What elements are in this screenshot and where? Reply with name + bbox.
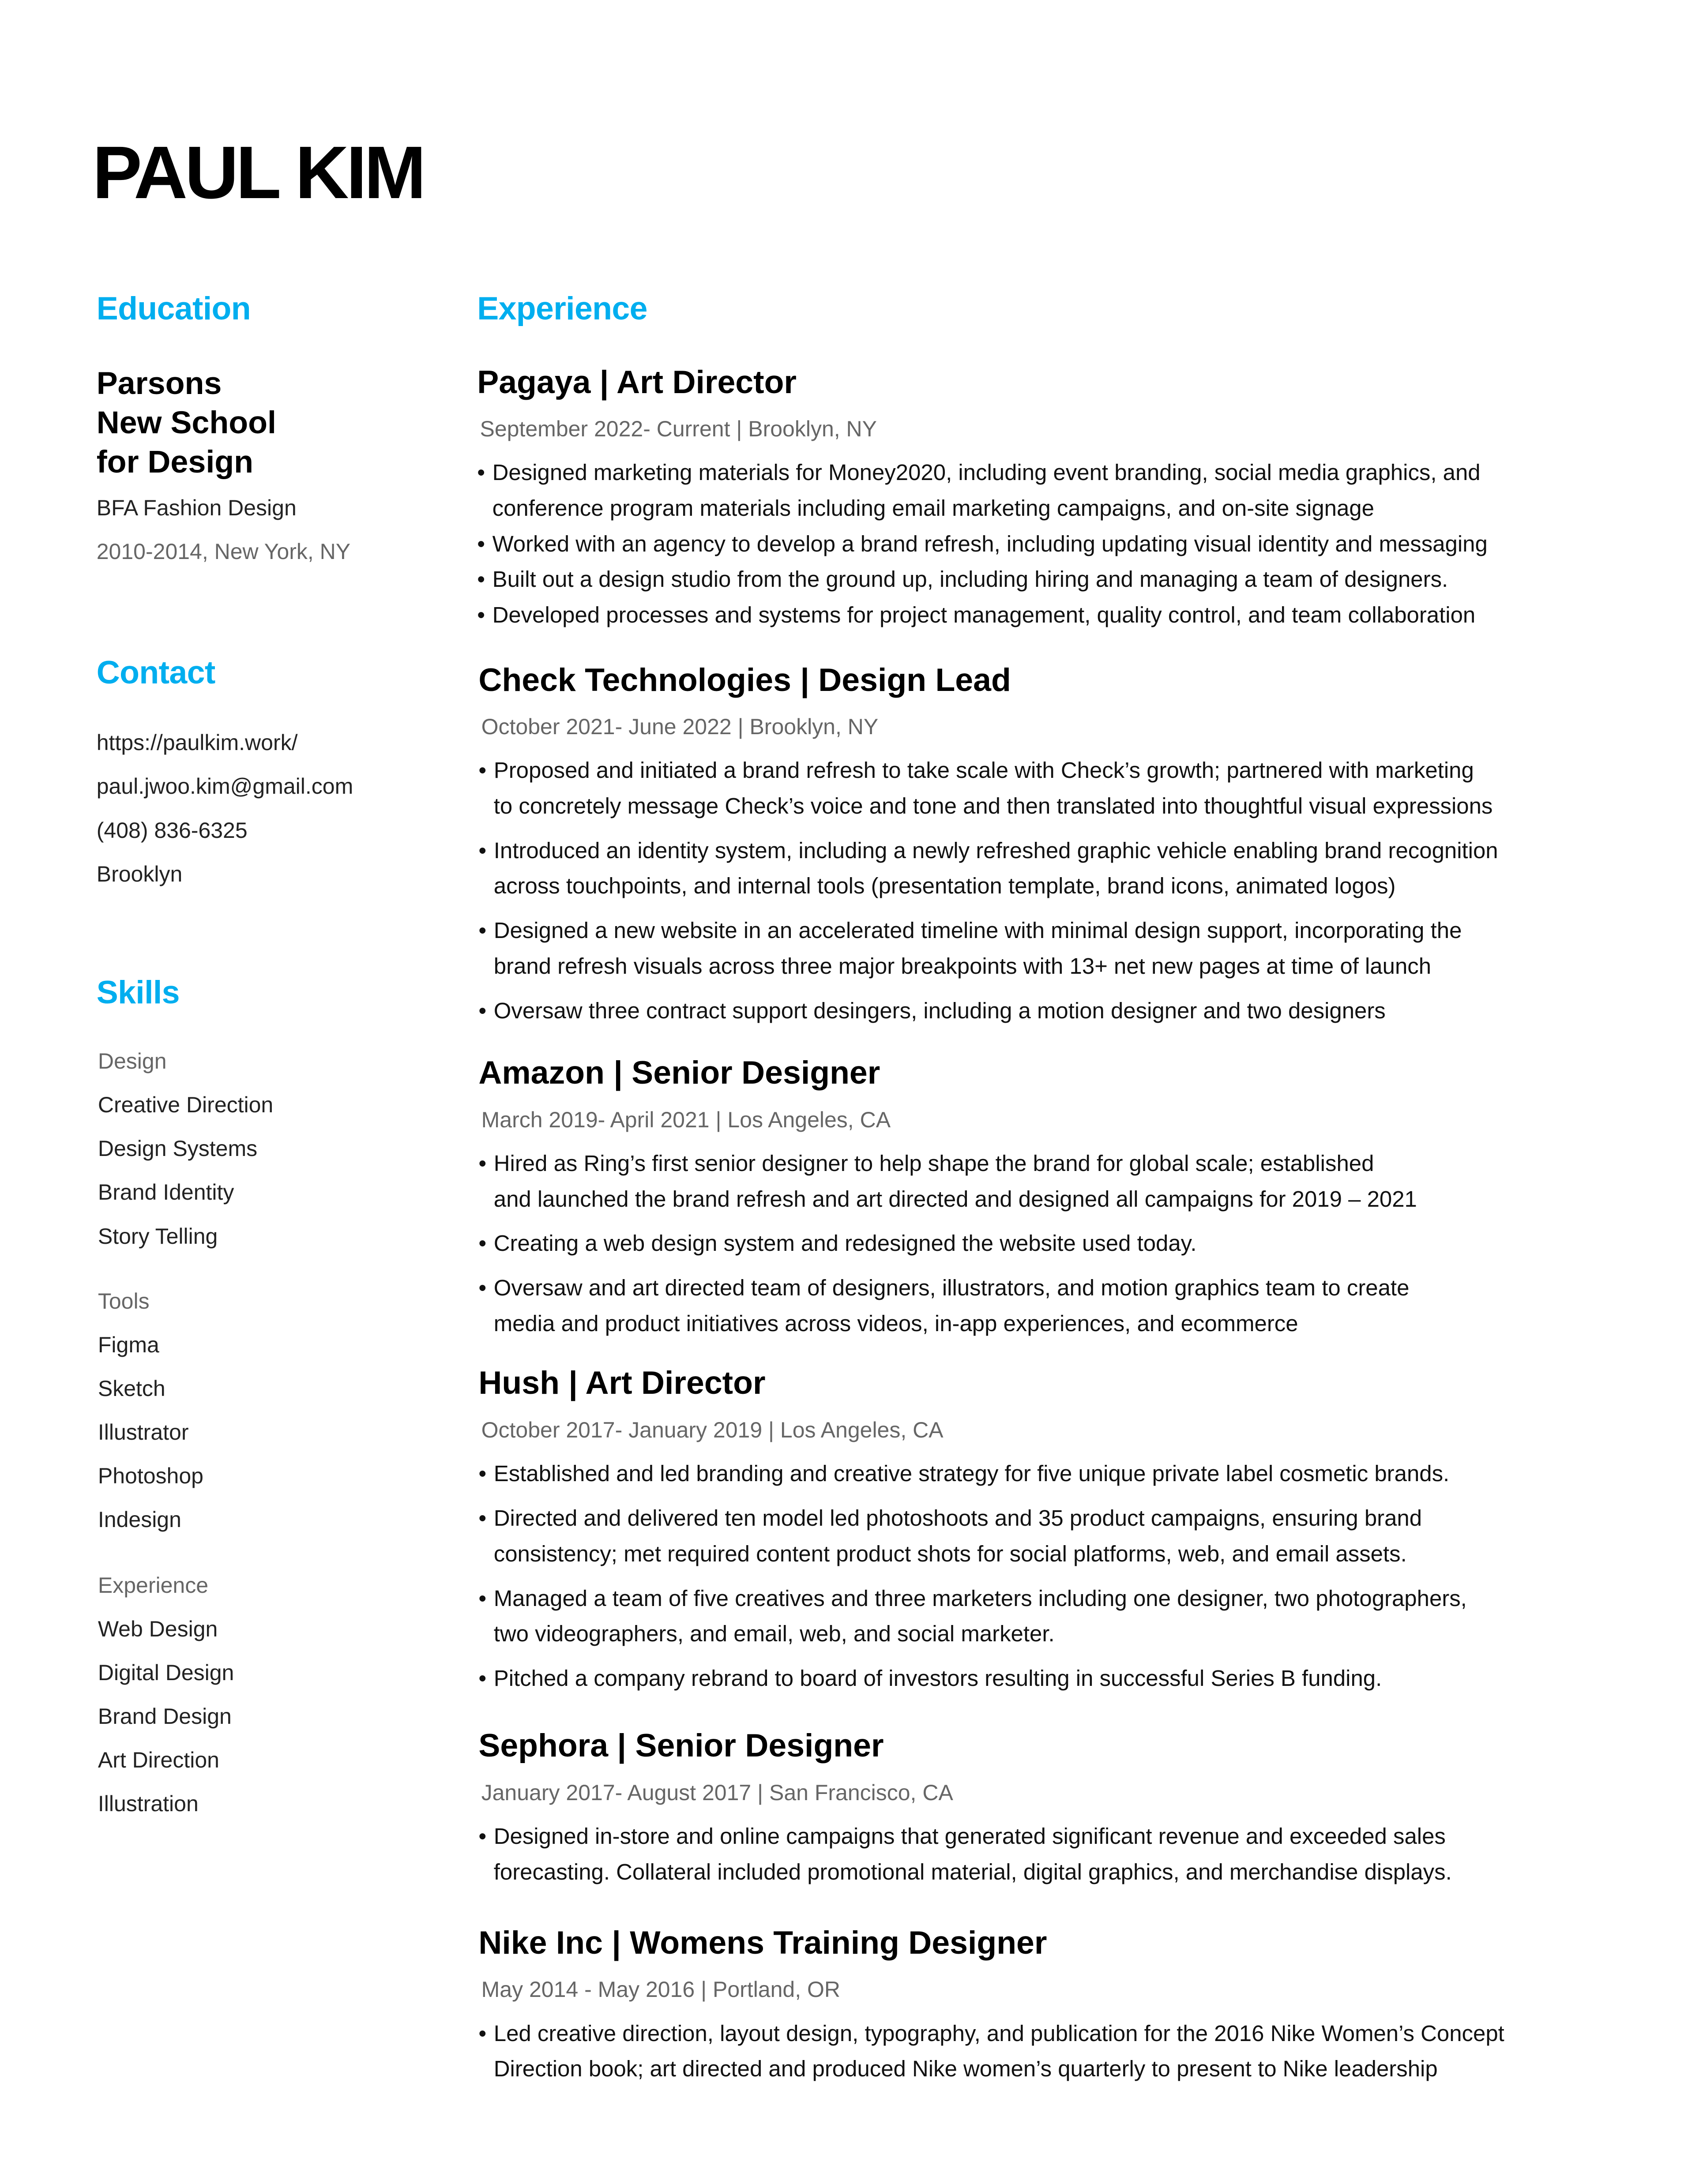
contact-phone[interactable]: (408) 836-6325	[96, 818, 248, 843]
job-title: Sephora | Senior Designer	[478, 1727, 884, 1764]
job-bullet: • Introduced an identity system, including a newly refreshed graphic vehicle enabling brand recognition across touchpoints, and internal tools (presentation template, brand icons, animated logos)	[478, 837, 1498, 899]
job-nike	[478, 1919, 1665, 2096]
skills-group-tools	[98, 1280, 203, 1542]
contact-email[interactable]: paul.jwoo.kim@gmail.com	[96, 774, 353, 799]
job-dates: March 2019- April 2021 | Los Angeles, CA	[481, 1107, 891, 1132]
job-bullet: • Led creative direction, layout design, typography, and publication for the 2016 Nike Women’s Concept Direction book; art directed and produced Nike women’s quarterly to present to Nike leadership	[478, 2020, 1504, 2082]
job-bullet: • Designed a new website in an accelerated timeline with minimal design support, incorporating the brand refresh visuals across three major breakpoints with 13+ net new pages at time of launch	[478, 918, 1462, 979]
job-bullet: • Managed a team of five creatives and three marketers including one designer, two photographers, two videographers, and email, web, and social marketer.	[478, 1585, 1467, 1647]
skill-item: Indesign	[98, 1507, 181, 1532]
job-bullet: • Established and led branding and creative strategy for five unique private label cosmetic brands.	[478, 1461, 1450, 1486]
job-pagaya	[477, 359, 1663, 633]
job-title: Nike Inc | Womens Training Designer	[478, 1925, 1047, 1961]
job-bullet: • Worked with an agency to develop a brand refresh, including updating visual identity and messaging	[477, 531, 1488, 556]
skills-group-label: Tools	[98, 1289, 150, 1313]
education-dates: 2010-2014, New York, NY	[96, 539, 351, 564]
skills-heading: Skills	[96, 974, 180, 1011]
contact-heading: Contact	[96, 654, 215, 691]
job-bullets	[478, 2016, 1665, 2087]
skill-item: Story Telling	[98, 1223, 218, 1249]
job-dates: September 2022- Current | Brooklyn, NY	[480, 416, 877, 441]
job-bullets	[478, 1456, 1665, 1696]
job-bullet: • Designed marketing materials for Money2020, including event branding, social media graphics, and conference program materials including email marketing campaigns, and on-site signage	[477, 460, 1481, 521]
job-bullet: • Proposed and initiated a brand refresh to take scale with Check’s growth; partnered with marketing to concretely message Check’s voice and tone and then translated into thoughtful visual expressions	[478, 758, 1493, 818]
skill-item: Photoshop	[98, 1464, 203, 1489]
job-bullet: • Directed and delivered ten model led photoshoots and 35 product campaigns, ensuring brand consistency; met required content product shots for social platforms, web, and email assets.	[478, 1505, 1422, 1566]
experience-heading: Experience	[477, 290, 647, 327]
school-line: New School	[96, 405, 277, 441]
job-bullets	[477, 455, 1663, 633]
job-bullets	[478, 753, 1665, 1028]
job-bullets	[478, 1146, 1665, 1342]
school-line: Parsons	[96, 366, 222, 401]
job-dates: January 2017- August 2017 | San Francisco, CA	[481, 1780, 953, 1805]
job-amazon	[478, 1049, 1665, 1351]
job-dates: October 2021- June 2022 | Brooklyn, NY	[481, 714, 879, 739]
job-bullet: • Pitched a company rebrand to board of investors resulting in successful Series B funding.	[478, 1666, 1382, 1691]
skills-group-label: Design	[98, 1049, 167, 1074]
skill-item: Design Systems	[98, 1136, 258, 1161]
education-degree: BFA Fashion Design	[96, 495, 297, 520]
skill-item: Creative Direction	[98, 1092, 274, 1118]
skill-item: Illustrator	[98, 1420, 189, 1445]
job-bullet: • Developed processes and systems for project management, quality control, and team collaboration	[477, 602, 1476, 627]
skill-item: Sketch	[98, 1376, 165, 1401]
skills-group-label: Experience	[98, 1572, 209, 1598]
skill-item: Web Design	[98, 1616, 218, 1641]
skill-item: Brand Design	[98, 1704, 232, 1729]
job-hush	[478, 1359, 1665, 1705]
education-school	[97, 364, 350, 574]
job-bullets	[478, 1819, 1665, 1890]
candidate-name: PAUL KIM	[92, 130, 424, 214]
job-dates: October 2017- January 2019 | Los Angeles, CA	[481, 1417, 944, 1442]
skill-item: Figma	[98, 1332, 159, 1358]
job-bullet: • Designed in-store and online campaigns that generated significant revenue and exceeded sales forecasting. Collateral included promotional material, digital graphics, and merchandise displays.	[478, 1823, 1452, 1884]
education-heading: Education	[96, 290, 251, 327]
job-dates: May 2014 - May 2016 | Portland, OR	[481, 1977, 841, 2002]
skills-group-experience	[98, 1564, 234, 1826]
job-bullet: • Oversaw and art directed team of designers, illustrators, and motion graphics team to create media and product initiatives across videos, in-app experiences, and ecommerce	[478, 1275, 1410, 1336]
job-bullet: • Built out a design studio from the ground up, including hiring and managing a team of designers.	[477, 567, 1448, 592]
contact-location: Brooklyn	[96, 861, 183, 886]
skill-item: Brand Identity	[98, 1180, 234, 1205]
job-title: Check Technologies | Design Lead	[478, 661, 1011, 698]
skill-item: Illustration	[98, 1791, 199, 1816]
skill-item: Art Direction	[98, 1748, 219, 1772]
job-check-technologies	[478, 657, 1665, 1038]
job-bullet: • Creating a web design system and redesigned the website used today.	[478, 1231, 1197, 1256]
job-title: Hush | Art Director	[478, 1365, 766, 1401]
job-title: Pagaya | Art Director	[477, 364, 797, 400]
job-bullet: • Hired as Ring’s first senior designer to help shape the brand for global scale; established and launched the brand refresh and art directed and designed all campaigns for 2019 – 2021	[478, 1150, 1417, 1212]
job-title: Amazon | Senior Designer	[478, 1054, 880, 1091]
contact-list	[97, 721, 353, 896]
job-bullet: • Oversaw three contract support desingers, including a motion designer and two designers	[478, 998, 1386, 1023]
job-sephora	[478, 1722, 1665, 1899]
contact-website[interactable]: https://paulkim.work/	[96, 730, 298, 755]
skills-group-design	[98, 1039, 273, 1258]
school-line: for Design	[96, 444, 254, 480]
skill-item: Digital Design	[98, 1660, 234, 1685]
